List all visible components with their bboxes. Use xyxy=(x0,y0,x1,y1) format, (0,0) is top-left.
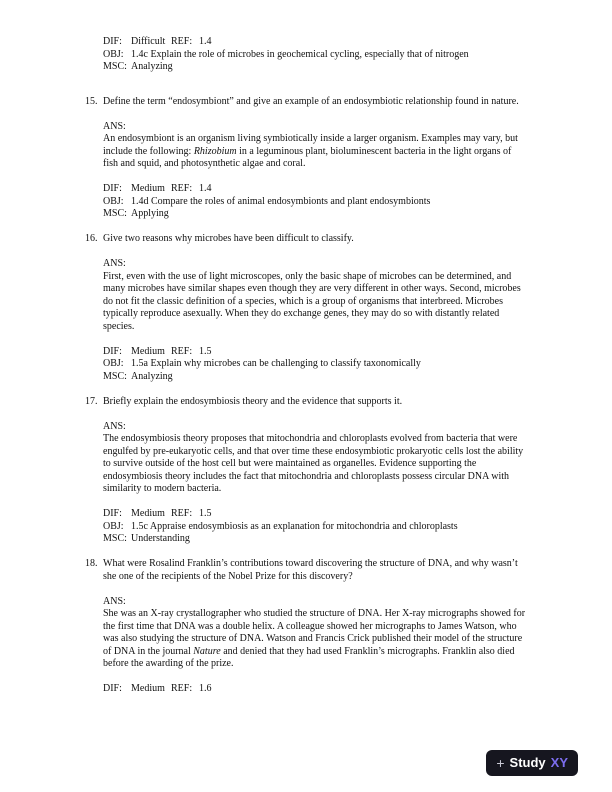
msc-value: Applying xyxy=(131,208,169,219)
ref-label: REF: xyxy=(171,345,193,357)
msc-label: MSC: xyxy=(103,208,127,219)
answer-text: The endosymbiosis theory proposes that mitochondria and chloroplasts evolved from bacteria that were engulfed by pre-eukaryotic cells, and that over time these endosymbiotic prokaryotic cells lost the ability to survive outside of the host cell but were maintained as organelles. Evidence supporting the endosymbiosis theory includes the fact that mitochondria and chloroplasts possess circular DNA with similarity to modern bacteria. xyxy=(103,433,524,494)
msc-value: Understanding xyxy=(131,533,190,544)
obj-row xyxy=(103,521,528,534)
dif-ref-row xyxy=(103,183,528,196)
logo-text-xy: XY xyxy=(550,754,568,770)
question-item-17 xyxy=(85,396,528,546)
obj-value: 1.4d Compare the roles of animal endosymbionts and plant endosymbionts xyxy=(131,195,431,207)
question-meta xyxy=(103,683,528,696)
question-meta xyxy=(103,183,528,221)
msc-row xyxy=(103,533,528,546)
answer-block xyxy=(103,421,528,496)
msc-label: MSC: xyxy=(103,533,127,544)
answer-text: An endosymbiont is an organism living symbiotically inside a larger organism. Examples may vary, but include the following: Rhizobium in a leguminous plant, bioluminescent bacteria in the light organs of fish and squid, and photosynthetic algae and coral. xyxy=(103,133,518,169)
question-number: 16. xyxy=(85,233,98,244)
obj-label: OBJ: xyxy=(103,48,124,60)
obj-row xyxy=(103,49,528,62)
msc-label: MSC: xyxy=(103,370,127,382)
dif-value: Medium xyxy=(131,683,165,694)
obj-row xyxy=(103,196,528,209)
dif-label: DIF: xyxy=(103,183,122,194)
question-text: Briefly explain the endosymbiosis theory and the evidence that supports it. xyxy=(103,395,403,407)
dif-value: Difficult xyxy=(131,36,166,47)
dif-value: Medium xyxy=(131,508,165,519)
ref-value: 1.5 xyxy=(199,345,212,357)
answer-label: ANS: xyxy=(103,258,126,269)
obj-row xyxy=(103,358,528,371)
question-item-18 xyxy=(85,558,528,696)
ref-label: REF: xyxy=(171,683,193,694)
obj-label: OBJ: xyxy=(103,195,124,207)
dif-ref-row xyxy=(103,683,528,696)
dif-value: Medium xyxy=(131,345,165,357)
ref-value: 1.4 xyxy=(199,183,212,194)
msc-row xyxy=(103,61,528,74)
dif-label: DIF: xyxy=(103,36,122,47)
ref-label: REF: xyxy=(171,36,193,47)
dif-ref-row xyxy=(103,346,528,359)
question-meta xyxy=(103,508,528,546)
question-item-16 xyxy=(85,233,528,383)
msc-row xyxy=(103,208,528,221)
ref-label: REF: xyxy=(171,183,193,194)
previous-question-meta xyxy=(85,36,528,74)
obj-value: 1.5c Appraise endosymbiosis as an explanation for mitochondria and chloroplasts xyxy=(131,520,458,532)
obj-label: OBJ: xyxy=(103,358,124,369)
question-number: 18. xyxy=(85,558,98,569)
question-number: 15. xyxy=(85,95,98,107)
answer-label: ANS: xyxy=(103,420,126,432)
answer-block xyxy=(103,121,528,171)
answer-label: ANS: xyxy=(103,595,126,607)
obj-value: 1.4c Explain the role of microbes in geochemical cycling, especially that of nitrogen xyxy=(131,48,469,60)
question-text: Define the term “endosymbiont” and give an example of an endosymbiotic relationship found in nature. xyxy=(103,95,519,107)
answer-label: ANS: xyxy=(103,120,126,132)
msc-label: MSC: xyxy=(103,61,127,72)
dif-label: DIF: xyxy=(103,345,122,357)
page-content xyxy=(85,36,528,708)
plus-icon: + xyxy=(496,755,505,771)
dif-label: DIF: xyxy=(103,683,122,694)
obj-label: OBJ: xyxy=(103,520,124,532)
question-text: What were Rosalind Franklin’s contributions toward discovering the structure of DNA, and why wasn’t she one of the recipients of the Nobel Prize for this discovery? xyxy=(103,558,518,582)
dif-label: DIF: xyxy=(103,508,122,519)
question-text: Give two reasons why microbes have been difficult to classify. xyxy=(103,233,354,244)
question-number: 17. xyxy=(85,395,98,407)
msc-row xyxy=(103,371,528,384)
obj-value: 1.5a Explain why microbes can be challenging to classify taxonomically xyxy=(131,358,421,369)
answer-text: She was an X-ray crystallographer who studied the structure of DNA. Her X-ray micrographs showed for the first time that DNA was a double helix. A colleague showed her micrographs to James Watson, who was also studying the structure of DNA. Watson and Francis Crick published their model of the structure of DNA in the journal Nature and denied that they had used Franklin’s micrographs. Franklin also died before the awarding of the prize. xyxy=(103,608,526,669)
logo-text-study: Study xyxy=(509,754,546,770)
answer-block xyxy=(103,596,528,671)
ref-value: 1.4 xyxy=(199,36,212,47)
answer-text: First, even with the use of light microscopes, only the basic shape of microbes can be determined, and many microbes have similar shapes even though they are very different in other ways. Second, microbes do not fit the classic definition of a species, which is a group of organisms that interbreed. Microbes typically reproduce asexually. When they do exchange genes, they may do so with distantly related species. xyxy=(103,270,521,332)
dif-ref-row xyxy=(103,508,528,521)
dif-ref-row xyxy=(103,36,528,49)
ref-value: 1.6 xyxy=(199,683,212,694)
dif-value: Medium xyxy=(131,183,165,194)
ref-value: 1.5 xyxy=(199,508,212,519)
studyxy-logo xyxy=(486,750,578,776)
question-item-15 xyxy=(85,96,528,221)
msc-value: Analyzing xyxy=(131,370,173,382)
ref-label: REF: xyxy=(171,508,193,519)
answer-block xyxy=(103,258,528,333)
msc-value: Analyzing xyxy=(131,61,173,72)
question-meta xyxy=(103,346,528,384)
